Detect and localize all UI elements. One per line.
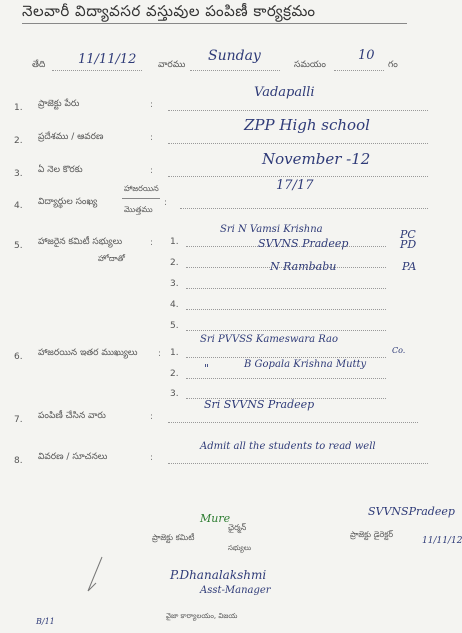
other-2-number: 2. bbox=[170, 369, 179, 379]
committee-label: ప్రాజెక్టు కమిటీ bbox=[152, 533, 195, 542]
day-value: Sunday bbox=[208, 48, 261, 64]
form-title: నెలవారీ విద్యావసర వస్తువుల పంపిణీ కార్యక్రమం bbox=[22, 2, 316, 20]
committee-3-line bbox=[186, 288, 386, 289]
chairman-signature: Mure bbox=[200, 512, 231, 525]
date-value: 11/11/12 bbox=[78, 52, 137, 67]
field-7-number: 7. bbox=[14, 415, 23, 425]
time-value: 10 bbox=[358, 48, 375, 63]
committee-5-number: 5. bbox=[170, 321, 179, 331]
committee-2-name: SVVNS Pradeep bbox=[258, 237, 349, 250]
committee-3-number: 3. bbox=[170, 279, 179, 289]
field-4-fraction-line bbox=[122, 198, 160, 199]
other-1-line bbox=[186, 357, 386, 358]
field-3-number: 3. bbox=[14, 169, 23, 179]
field-6-colon: : bbox=[158, 349, 162, 359]
field-8-label: వివరణ / సూచనలు bbox=[38, 452, 108, 462]
member-label: సభ్యులు bbox=[228, 544, 252, 552]
committee-1-number: 1. bbox=[170, 237, 179, 247]
field-8-value: Admit all the students to read well bbox=[200, 441, 376, 452]
date-label: తేది bbox=[32, 60, 46, 70]
committee-1-role: PC bbox=[400, 228, 416, 241]
chairman-label: ఛైర్మన్ bbox=[228, 523, 247, 532]
bottom-office-text: వైజా కార్యాలయం, విజయ bbox=[166, 612, 238, 620]
committee-4-number: 4. bbox=[170, 300, 179, 310]
field-8-line bbox=[168, 463, 428, 464]
other-2-name: B Gopala Krishna Mutty bbox=[244, 359, 367, 370]
committee-1-name: Sri N Vamsi Krishna bbox=[220, 224, 323, 235]
committee-3-role: PA bbox=[402, 260, 417, 273]
field-6-label: హాజరయిన ఇతర ముఖ్యులు bbox=[38, 348, 138, 358]
director-signature-date: 11/11/12 bbox=[422, 536, 462, 546]
date-line bbox=[52, 70, 142, 71]
field-2-number: 2. bbox=[14, 136, 23, 146]
other-3-number: 3. bbox=[170, 389, 179, 399]
field-4-label: విద్యార్థుల సంఖ్య bbox=[38, 197, 98, 207]
field-5-number: 5. bbox=[14, 241, 23, 251]
field-3-colon: : bbox=[150, 166, 154, 176]
field-8-number: 8. bbox=[14, 456, 23, 466]
field-3-line bbox=[168, 176, 428, 177]
committee-2-number: 2. bbox=[170, 258, 179, 268]
other-1-role: Co. bbox=[392, 346, 406, 355]
field-4-value: 17/17 bbox=[276, 178, 314, 193]
title-underline bbox=[22, 23, 407, 24]
committee-2-role: PD bbox=[400, 238, 417, 251]
time-label: సమయం bbox=[294, 60, 326, 70]
other-2-line bbox=[186, 378, 386, 379]
field-2-value: ZPP High school bbox=[244, 116, 370, 134]
field-5-sub: హోదాతో bbox=[98, 254, 125, 263]
director-label: ప్రాజెక్టు డైరెక్టర్ bbox=[350, 530, 394, 539]
field-2-label: ప్రదేశము / ఆవరణ bbox=[38, 132, 104, 142]
day-line bbox=[190, 70, 280, 71]
field-4-line bbox=[180, 208, 428, 209]
field-7-line bbox=[168, 422, 418, 423]
field-4-sub-top: హాజరయిన bbox=[124, 184, 159, 193]
field-1-line bbox=[168, 110, 428, 111]
manager-signature-title: Asst-Manager bbox=[200, 585, 271, 596]
field-7-value: Sri SVVNS Pradeep bbox=[204, 398, 315, 411]
field-2-line bbox=[168, 143, 428, 144]
field-1-number: 1. bbox=[14, 103, 23, 113]
field-4-sub-bottom: మొత్తము bbox=[124, 205, 153, 214]
committee-4-line bbox=[186, 309, 386, 310]
field-5-colon: : bbox=[150, 238, 154, 248]
field-1-value: Vadapalli bbox=[254, 85, 315, 100]
manager-signature-name: P.Dhanalakshmi bbox=[170, 568, 267, 582]
time-line bbox=[334, 70, 384, 71]
field-4-colon: : bbox=[164, 198, 168, 208]
field-3-value: November -12 bbox=[262, 150, 371, 168]
director-signature: SVVNSPradeep bbox=[368, 505, 455, 518]
field-2-colon: : bbox=[150, 133, 154, 143]
field-7-label: పంపిణీ చేసిన వారు bbox=[38, 411, 106, 421]
day-label: వారము bbox=[158, 60, 186, 70]
field-7-colon: : bbox=[150, 412, 154, 422]
committee-3-name: N Rambabu bbox=[270, 260, 337, 273]
other-1-number: 1. bbox=[170, 348, 179, 358]
other-2-quote-mark: " bbox=[204, 362, 210, 375]
field-6-number: 6. bbox=[14, 352, 23, 362]
field-3-label: ఏ నెల కొరకు bbox=[38, 165, 83, 175]
field-1-colon: : bbox=[150, 100, 154, 110]
arrow-mark-icon bbox=[84, 555, 106, 595]
field-5-label: హాజరైన కమిటీ సభ్యులు bbox=[38, 237, 123, 247]
field-1-label: ప్రాజెక్టు పేరు bbox=[38, 99, 80, 109]
time-unit: గం bbox=[388, 60, 398, 70]
corner-mark: B/11 bbox=[36, 617, 55, 626]
field-8-colon: : bbox=[150, 453, 154, 463]
other-1-name: Sri PVVSS Kameswara Rao bbox=[200, 334, 339, 345]
committee-5-line bbox=[186, 330, 386, 331]
field-4-number: 4. bbox=[14, 201, 23, 211]
